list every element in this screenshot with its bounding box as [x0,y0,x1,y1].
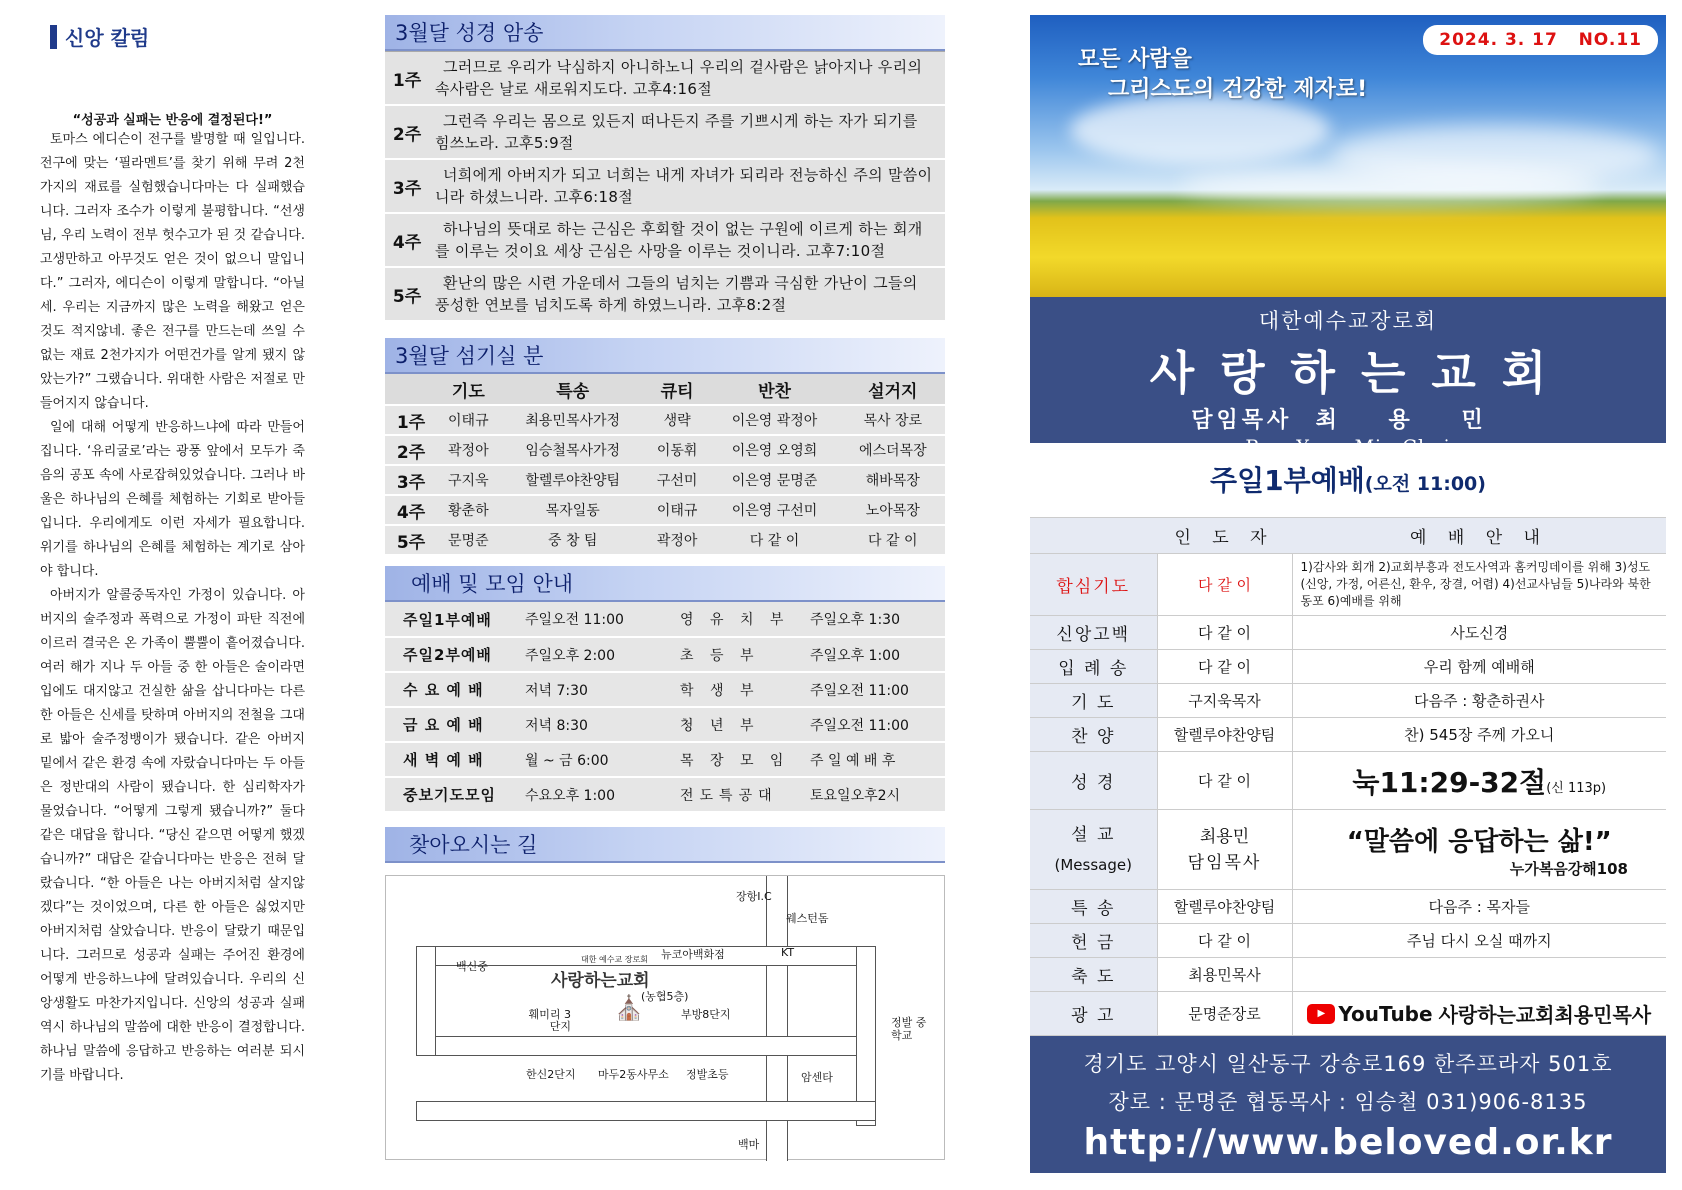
meeting-name: 금 요 예 배 [385,707,515,742]
verse-week: 1주 [392,70,422,91]
order-item: 헌 금 [1030,924,1157,958]
meeting-time: 주 일 예 배 후 [800,742,945,777]
duty-cell: 최용민목사가정 [500,405,646,435]
order-row [1030,718,1666,752]
heading-bar [50,25,57,49]
duty-cell: 해바목장 [841,465,945,495]
duty-cell: 할렐루야찬양팀 [500,465,646,495]
order-row [1030,616,1666,650]
map-label: 한신2단지 [526,1068,576,1081]
duty-cell: 1주 [385,405,437,435]
verse-row [385,214,945,268]
order-row [1030,958,1666,992]
sermon-cell [1292,810,1666,890]
sermon-label: 설 교 [1071,824,1116,845]
duty-cell: 다 같 이 [841,525,945,555]
meeting-name: 초 등 부 [670,637,800,672]
duty-col-header: 큐티 [646,374,709,405]
essay-title: “성공과 실패는 반응에 결정된다!” [72,113,273,128]
directions-heading: 찾아오시는 길 [385,827,945,863]
verse-row [385,52,945,106]
church-name: 사랑하는교회 [1149,346,1573,400]
meeting-time: 주일오전 11:00 [800,672,945,707]
hero-image [1030,15,1666,297]
duty-col-header [385,374,437,405]
cloud-shape [1070,95,1330,165]
website-url[interactable]: http://www.beloved.or.kr [1083,1122,1613,1163]
order-row [1030,810,1666,890]
order-content: 주님 다시 오실 때까지 [1292,924,1666,958]
order-item: 성 경 [1030,752,1157,810]
service-time: (오전 11:00) [1364,473,1486,495]
order-row [1030,890,1666,924]
meeting-name: 수 요 예 배 [385,672,515,707]
order-leader [1157,810,1292,890]
sermon-preacher-title: 담임목사 [1187,852,1262,873]
slogan-line: 모든 사람을 [1078,47,1192,72]
map-label: 암센타 [801,1071,833,1084]
meeting-name: 새 벽 예 배 [385,742,515,777]
verse-row [385,106,945,160]
duty-cell: 이은영 곽정아 [708,405,840,435]
duty-cell: 에스더목장 [841,435,945,465]
essay-paragraph: 토마스 에디슨이 전구를 발명할 때 일입니다. 전구에 맞는 ‘필라멘트’를 찾기 위해 무려 2천 가지의 재료를 실험했습니다마는 다 실패했습니다. 그러자 조수가 이렇게 불평합니다. “선생님, 우리 노력이 전부 헛수고가 된 것 같습니다. 고생만하고 아무것도 얻은 것이 없으니 말입니다.” 그러자, 에디슨이 이렇게 말합니다. “아닐세. 우리는 지금까지 많은 노력을 해왔고 얻은 것도 적지않네. 좋은 전구를 만드는데 쓰일 수 없는 재료 2천가지가 어떤건가를 알게 됐지 않았는가?” 그랬습니다. 위대한 사람은 저절로 만들어지지 않습니다. [40,132,305,411]
middle-column [385,15,945,1160]
verse-row [385,268,945,322]
order-header-row [1030,518,1666,554]
meeting-row [385,742,945,777]
order-row [1030,684,1666,718]
map-label: 부방8단지 [681,1008,731,1021]
duty-cell: 곽정아 [437,435,500,465]
order-item: 찬 양 [1030,718,1157,752]
order-col-header [1030,518,1157,554]
order-item: 광 고 [1030,992,1157,1036]
denomination: 대한예수교장로회 [1258,309,1438,333]
meeting-row [385,672,945,707]
meeting-name: 청 년 부 [670,707,800,742]
duty-col-header: 반찬 [708,374,840,405]
bulletin-date: 2024. 3. 17 [1439,30,1558,50]
meeting-name: 학 생 부 [670,672,800,707]
service-name: 주일1부예배 [1210,464,1365,497]
duty-cell: 다 같 이 [708,525,840,555]
duty-cell: 곽정아 [646,525,709,555]
map-label: 정발초등 [686,1068,729,1081]
verse-week: 2주 [392,124,422,145]
issue-number: NO.11 [1578,30,1642,50]
meeting-name: 목 장 모 임 [670,742,800,777]
map-label: 정발 중학교 [891,1016,927,1042]
worship-order-table [1030,517,1666,1036]
scripture-reference: 눅11:29-32절 [1352,765,1547,799]
meeting-name: 영 유 치 부 [670,602,800,637]
verse-text: 하나님의 뜻대로 하는 근심은 후회할 것이 없는 구원에 이르게 하는 회개를 이루는 것이요 세상 근심은 사망을 이루는 것이니라. 고후7:10절 [435,220,923,260]
essay-paragraph: 아버지가 알콜중독자인 가정이 있습니다. 아버지의 술주정과 폭력으로 가정이 파탄 직전에 이르러 결국은 온 가족이 뿔뿔이 흩어졌습니다. 여러 해가 지나 두 아들 중 한 아들은 술이라면 입에도 대지않고 건실한 삶을 삽니다마는 다른 한 아들은 신세를 탓하며 아버지의 전철을 그대로 밟아 술주정뱅이가 됐습니다. 같은 아버지 밑에서 같은 환경 속에 자랐습니다마는 두 아들은 정반대의 사람이 됐습니다. 한 심리학자가 물었습니다. “어떻게 그렇게 됐습니까?” 둘다 같은 대답을 합니다. “당신 같으면 어떻게 했겠습니까?” 대답은 같습니다마는 반응은 전혀 달랐습니다. “한 아들은 나는 아버지처럼 살지않겠다”는 것이었으며, 다른 한 아들은 싫었지만 아버지처럼 살았습니다. 반응이 달랐기 때문입니다. 그러므로 성공과 실패는 주어진 환경에 어떻게 반응하느냐에 달려있습니다. 우리의 신앙생활도 마찬가지입니다. 신앙의 성공과 실패 역시 하나님의 말씀에 대한 반응이 결정합니다. 하나님 말씀에 응답하고 반응하는 여러분 되시기를 바랍니다. [40,588,305,1083]
meeting-time: 월 ~ 금 6:00 [515,742,670,777]
meeting-time: 주일오전 11:00 [515,602,670,637]
church-map-logo: 사랑하는교회 [551,971,650,991]
verse-text: 그러므로 우리가 낙심하지 아니하노니 우리의 겉사람은 낡아지나 우리의 속사람은 날로 새로워지도다. 고후4:16절 [435,58,923,98]
column-heading-text: 신앙 칼럼 [65,26,150,50]
order-row [1030,752,1666,810]
order-leader: 최용민목사 [1157,958,1292,992]
order-row [1030,554,1666,616]
order-content: 사도신경 [1292,616,1666,650]
scripture-cell [1292,752,1666,810]
meetings-heading: 예배 및 모임 안내 [385,566,945,602]
map-label: 백신중 [456,960,488,973]
meetings-table [385,602,945,813]
map-label: 웨스턴돔 [786,912,829,925]
youtube-link[interactable] [1293,999,1667,1028]
duty-cell: 4주 [385,495,437,525]
duty-heading: 3월달 섬기실 분 [385,338,945,374]
essay-body [40,128,305,1088]
column-heading [50,22,305,51]
sermon-preacher: 최용민 [1199,826,1250,847]
duty-cell: 구지욱 [437,465,500,495]
order-leader: 할렐루야찬양팀 [1157,890,1292,924]
map-label: 장항I.C [736,890,772,903]
date-badge [1423,25,1658,55]
order-row [1030,650,1666,684]
duty-header-row [385,374,945,405]
meeting-row [385,602,945,637]
pastor-name: 최 용 민 [1315,408,1505,433]
order-leader: 할렐루야찬양팀 [1157,718,1292,752]
verse-row [385,160,945,214]
order-item: 기 도 [1030,684,1157,718]
duty-cell: 문명준 [437,525,500,555]
verse-week: 5주 [392,286,422,307]
duty-cell: 임승철목사가정 [500,435,646,465]
youtube-channel: 사랑하는교회최용민목사 [1438,1003,1652,1027]
duty-cell: 5주 [385,525,437,555]
scripture-page: (신 113p) [1546,780,1607,796]
duty-col-header: 특송 [500,374,646,405]
order-row [1030,924,1666,958]
footer [1030,1036,1666,1173]
order-leader: 문명준장로 [1157,992,1292,1036]
duty-cell: 2주 [385,435,437,465]
meeting-time: 저녁 7:30 [515,672,670,707]
duty-row [385,525,945,555]
order-leader: 다 같 이 [1157,616,1292,650]
pastor-line [1030,403,1666,434]
order-leader: 다 같 이 [1157,752,1292,810]
map-label: KT [781,946,795,959]
sermon-series: 누가복음강해108 [1509,859,1628,878]
play-icon: ▶ [1307,1004,1335,1024]
verse-week: 4주 [392,232,422,253]
map-road-horizontal [416,1036,876,1056]
order-content: 찬) 545장 주께 가오니 [1292,718,1666,752]
sermon-label-en: (Message) [1054,855,1132,874]
map-label: (농협5층) [641,990,689,1003]
duty-cell: 3주 [385,465,437,495]
order-content: 우리 함께 예배해 [1292,650,1666,684]
duty-row [385,405,945,435]
sermon-title: “말씀에 응답하는 삶!” [1346,826,1612,857]
bulletin-cover [1030,15,1666,1173]
duty-cell: 목자일동 [500,495,646,525]
slogan [1078,45,1367,105]
meeting-row [385,777,945,812]
duty-row [385,435,945,465]
duty-cell: 이태규 [437,405,500,435]
duty-col-header: 설거지 [841,374,945,405]
pastor-english-name: Rev. Yong-Min Choi [1245,436,1451,458]
duty-row [385,495,945,525]
meeting-time: 주일오후 2:00 [515,637,670,672]
verses-heading: 3월달 성경 암송 [385,15,945,51]
order-leader: 다 같 이 [1157,924,1292,958]
order-item [1030,810,1157,890]
prayer-topics: 1)감사와 회개 2)교회부흥과 전도사역과 홈커밍데이를 위해 3)성도(신앙, 가정, 어른신, 환우, 장결, 어렴) 4)선교사님들 5)나라와 북한동포 6)예배를 위해 [1292,554,1666,616]
meeting-time: 주일오후 1:00 [800,637,945,672]
meeting-row [385,707,945,742]
order-row [1030,992,1666,1036]
order-item: 입 례 송 [1030,650,1157,684]
meeting-time: 저녁 8:30 [515,707,670,742]
meeting-time: 토요일오후2시 [800,777,945,812]
duty-cell: 황춘하 [437,495,500,525]
map-label: 백마 [738,1138,760,1151]
verses-table [385,51,945,322]
duty-cell: 이은영 문명준 [708,465,840,495]
map-label: 뉴코아백화점 [661,948,725,961]
duty-cell: 이은영 구선미 [708,495,840,525]
map-label: 훼미리 3단지 [528,1008,571,1033]
order-leader: 구지욱목자 [1157,684,1292,718]
service-title [1030,459,1666,499]
contact-line: 장로 : 문명준 협동목사 : 임승철 031)906-8135 [1108,1090,1588,1114]
order-content: 다음주 : 황춘하권사 [1292,684,1666,718]
duty-col-header: 기도 [437,374,500,405]
map-road-bottom [416,1101,876,1121]
meeting-time: 수요오후 1:00 [515,777,670,812]
order-item: 특 송 [1030,890,1157,924]
order-item: 신앙고백 [1030,616,1157,650]
verse-week: 3주 [392,178,422,199]
duty-cell: 구선미 [646,465,709,495]
church-banner [1030,297,1666,458]
meeting-name: 중보기도모임 [385,777,515,812]
duty-cell: 생략 [646,405,709,435]
faith-column [40,22,305,1088]
meeting-name: 주일1부예배 [385,602,515,637]
duty-row [385,465,945,495]
church-address: 경기도 고양시 일산동구 강송로169 한주프라자 501호 [1083,1052,1613,1076]
church-building-icon: ⛪ [614,994,644,1022]
meeting-row [385,637,945,672]
youtube-cell[interactable] [1292,992,1666,1036]
meeting-name: 전도특공대 [670,777,800,812]
order-content [1292,958,1666,992]
order-content: 다음주 : 목자들 [1292,890,1666,924]
order-leader: 다 같 이 [1157,650,1292,684]
map-label: 대한 예수교 장로회 [581,955,648,964]
youtube-logo [1307,1002,1432,1026]
cloud-shape [1180,165,1600,205]
pastor-title: 담임목사 [1191,408,1293,433]
directions-map [385,875,945,1160]
duty-table [385,374,945,556]
duty-cell: 중 창 팀 [500,525,646,555]
duty-cell: 목사 장로 [841,405,945,435]
meeting-time: 주일오전 11:00 [800,707,945,742]
map-road-left [416,946,436,1056]
map-label: 마두2동사무소 [598,1068,669,1081]
meeting-time: 주일오후 1:30 [800,602,945,637]
order-col-header: 예 배 안 내 [1292,518,1666,554]
order-item: 축 도 [1030,958,1157,992]
verse-text: 환난의 많은 시련 가운데서 그들의 넘치는 기쁨과 극심한 가난이 그들의 풍성한 연보를 넘치도록 하게 하였느니라. 고후8:2절 [435,274,918,314]
order-col-header: 인 도 자 [1157,518,1292,554]
slogan-line: 그리스도의 건강한 제자로! [1108,77,1368,102]
verse-text: 그런즉 우리는 몸으로 있든지 떠나든지 주를 기쁘시게 하는 자가 되기를 힘쓰노라. 고후5:9절 [435,112,918,152]
meeting-name: 주일2부예배 [385,637,515,672]
verse-text: 너희에게 아버지가 되고 너희는 내게 자녀가 되리라 전능하신 주의 말씀이니라 하셨느니라. 고후6:18절 [435,166,933,206]
map-road-right [856,946,876,1126]
duty-cell: 노아목장 [841,495,945,525]
duty-cell: 이동휘 [646,435,709,465]
order-leader: 다 같 이 [1157,554,1292,616]
duty-cell: 이은영 오영희 [708,435,840,465]
youtube-wordmark: YouTube [1338,1001,1433,1026]
order-item: 합심기도 [1030,554,1157,616]
duty-cell: 이태규 [646,495,709,525]
essay-paragraph: 일에 대해 어떻게 반응하느냐에 따라 만들어집니다. ‘유리굴로’라는 광풍 앞에서 모두가 죽음의 공포 속에 사로잡혀있었습니다. 그러나 바울은 하나님의 은혜를 체험하는 기회로 받아들입니다. 우리에게도 이런 자세가 필요합니다. 위기를 하나님의 은혜를 체험하는 계기로 삼아야 합니다. [40,420,305,579]
